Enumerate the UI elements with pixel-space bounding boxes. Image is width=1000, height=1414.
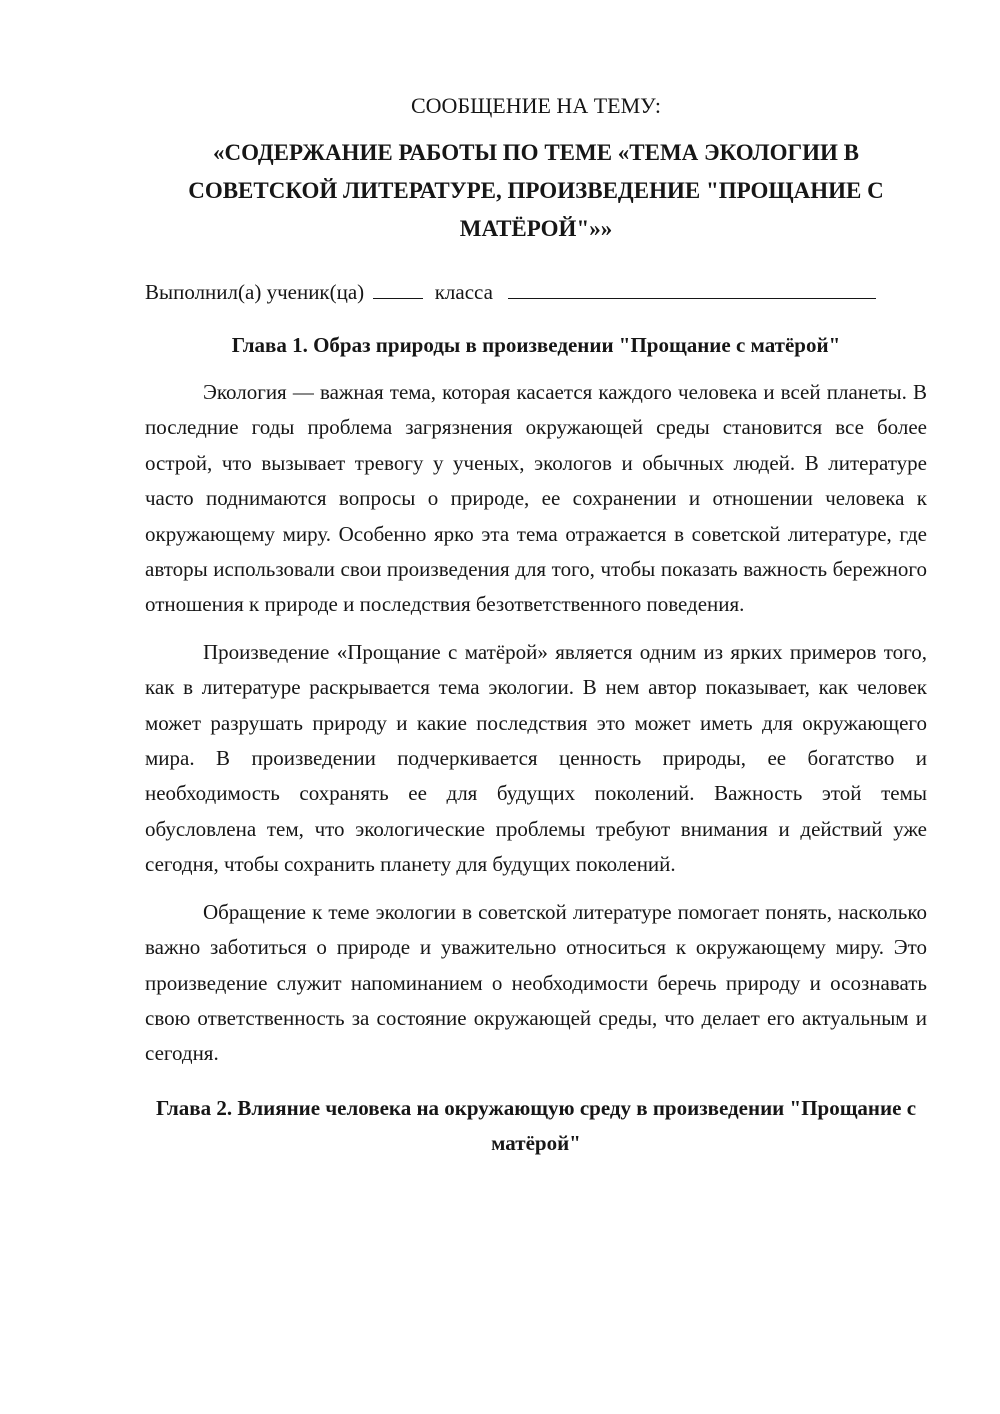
document-title: «СОДЕРЖАНИЕ РАБОТЫ ПО ТЕМЕ «ТЕМА ЭКОЛОГИИ В СОВЕТСКОЙ ЛИТЕРАТУРЕ, ПРОИЗВЕДЕНИЕ "ПРОЩАНИЕ С МАТЁРОЙ"»» xyxy=(188,140,884,241)
document-kicker: СООБЩЕНИЕ НА ТЕМУ: xyxy=(411,93,661,118)
author-line xyxy=(145,276,927,307)
author-line-class-label: класса xyxy=(434,280,493,304)
chapter-1-heading: Глава 1. Образ природы в произведении "Прощание с матёрой" xyxy=(231,333,841,357)
author-line-prefix: Выполнил(а) ученик(ца) xyxy=(145,280,365,304)
class-number-blank xyxy=(373,276,423,299)
paragraph-3: Обращение к теме экологии в советской литературе помогает понять, насколько важно заботиться о природе и уважительно относиться к окружающему миру. Это произведение служит напоминанием о необходимости беречь природу и осознавать свою ответственность за состояние окружающей среды, что делает его актуальным и сегодня. xyxy=(145,899,927,1066)
chapter-2-heading: Глава 2. Влияние человека на окружающую среду в произведении "Прощание с матёрой" xyxy=(155,1095,917,1155)
paragraph-2: Произведение «Прощание с матёрой» является одним из ярких примеров того, как в литературе раскрывается тема экологии. В нем автор показывает, как человек может разрушать природу и какие последствия это может иметь для окружающего мира. В произведении подчеркивается ценность природы, ее богатство и необходимость сохранять ее для будущих поколений. Важность этой темы обусловлена тем, что экологические проблемы требуют внимания и действий уже сегодня, чтобы сохранить планету для будущих поколений. xyxy=(145,639,927,877)
student-name-blank xyxy=(508,276,876,299)
document-page xyxy=(145,92,927,1161)
paragraph-1: Экология — важная тема, которая касается каждого человека и всей планеты. В последние годы проблема загрязнения окружающей среды становится все более острой, что вызывает тревогу у ученых, экологов и обычных людей. В литературе часто поднимаются вопросы о природе, ее сохранении и отношении человека к окружающему миру. Особенно ярко эта тема отражается в советской литературе, где авторы использовали свои произведения для того, чтобы показать важность бережного отношения к природе и последствия безответственного поведения. xyxy=(145,380,927,617)
